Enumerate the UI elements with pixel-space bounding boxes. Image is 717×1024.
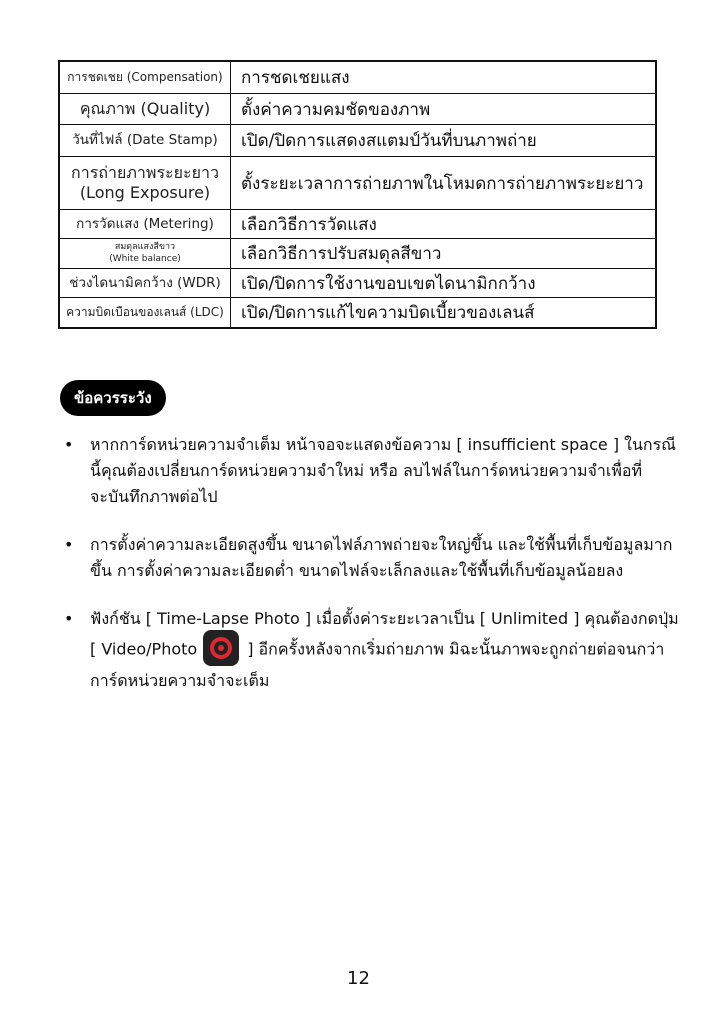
caution-note — [60, 606, 680, 694]
setting-description: เลือกวิธีการวัดแสง — [231, 210, 657, 239]
setting-name-line: การถ่ายภาพระยะยาว — [71, 163, 219, 182]
setting-name — [59, 157, 231, 210]
setting-name: การวัดแสง (Metering) — [59, 210, 231, 239]
setting-name: ช่วงไดนามิคกว้าง (WDR) — [59, 269, 231, 298]
caution-note — [60, 432, 680, 510]
setting-description: ตั้งค่าความคมชัดของภาพ — [231, 94, 657, 125]
table-row — [59, 298, 656, 329]
caution-note-text: การตั้งค่าความละเอียดสูงขึ้น ขนาดไฟล์ภาพถ่ายจะใหญ่ขึ้น และใช้พื้นที่เก็บข้อมูลมากขึ้น การตั้งค่าความละเอียดต่ำ ขนาดไฟล์จะเล็กลงและใช้พื้นที่เก็บข้อมูลน้อยลง — [90, 535, 673, 580]
setting-name-line: (White balance) — [109, 253, 181, 264]
caution-note-text: ] อีกครั้งหลังจากเริ่มถ่ายภาพ มิฉะนั้นภาพจะถูกถ่ายต่อจนกว่าการ์ดหน่วยความจำจะเต็ม — [90, 639, 665, 690]
record-button-icon — [203, 630, 239, 666]
setting-description: การชดเชยแสง — [231, 61, 657, 94]
table-row — [59, 61, 656, 94]
setting-name-line: สมดุลแสงสีขาว — [114, 242, 176, 253]
setting-description: ตั้งระยะเวลาการถ่ายภาพในโหมดการถ่ายภาพระยะยาว — [231, 157, 657, 210]
bullet: • — [64, 435, 74, 454]
caution-note — [60, 532, 680, 584]
caution-note-text: หากการ์ดหน่วยความจำเต็ม หน้าจอจะแสดงข้อความ [ insufficient space ] ในกรณีนี้คุณต้องเปลี่ยนการ์ดหน่วยความจำใหม่ หรือ ลบไฟล์ในการ์ดหน่วยความจำเพื่อที่จะบันทึกภาพต่อไป — [90, 435, 677, 506]
caution-notes — [60, 432, 680, 716]
setting-name: คุณภาพ (Quality) — [59, 94, 231, 125]
setting-description: เลือกวิธีการปรับสมดุลสีขาว — [231, 239, 657, 269]
setting-name: การชดเชย (Compensation) — [59, 61, 231, 94]
setting-name-line: (Long Exposure) — [79, 183, 211, 202]
setting-name: ความบิดเบือนของเลนส์ (LDC) — [59, 298, 231, 329]
table-row — [59, 239, 656, 269]
table-row — [59, 269, 656, 298]
table-row — [59, 125, 656, 157]
table-row — [59, 157, 656, 210]
table-row — [59, 94, 656, 125]
setting-name — [59, 239, 231, 269]
table-row — [59, 210, 656, 239]
settings-table — [58, 60, 657, 329]
caution-badge: ข้อควรระวัง — [60, 380, 166, 416]
setting-description: เปิด/ปิดการแก้ไขความบิดเบี้ยวของเลนส์ — [231, 298, 657, 329]
bullet: • — [64, 609, 74, 628]
setting-description: เปิด/ปิดการแสดงสแตมป์วันที่บนภาพถ่าย — [231, 125, 657, 157]
caution-note-text: ฟังก์ชัน [ Time-Lapse Photo ] เมื่อตั้งค่าระยะเวลาเป็น [ Unlimited ] คุณต้องกดปุ่ม [ Video/Photo — [90, 609, 679, 659]
setting-description: เปิด/ปิดการใช้งานขอบเขตไดนามิกกว้าง — [231, 269, 657, 298]
setting-name: วันที่ไฟล์ (Date Stamp) — [59, 125, 231, 157]
bullet: • — [64, 535, 74, 554]
page-number: 12 — [347, 968, 370, 989]
